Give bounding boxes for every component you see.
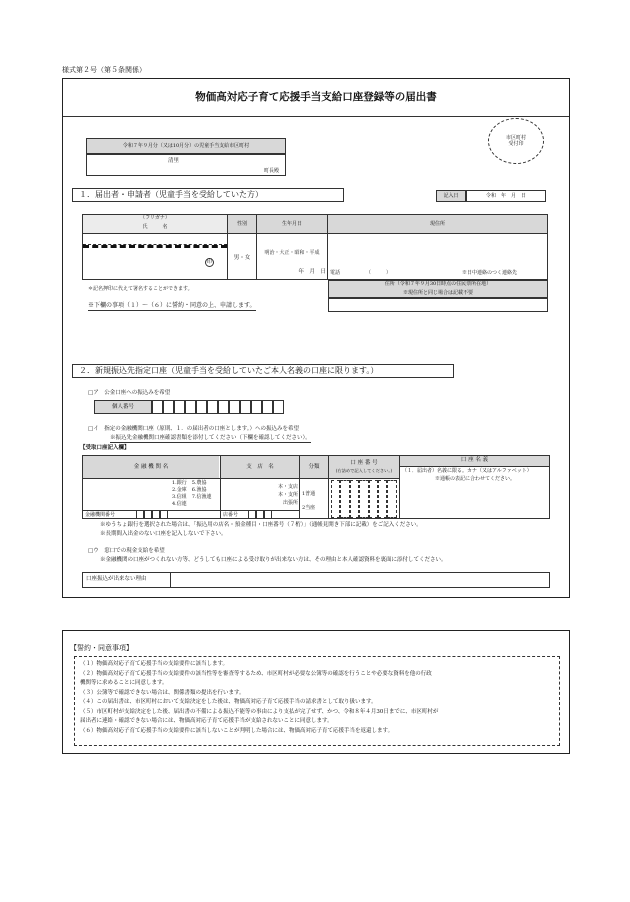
branch-type-row: 本・支店: [277, 484, 298, 490]
stamp-line1: 市区町村: [505, 135, 526, 141]
reason-label: 口座振込が出来ない理由: [86, 576, 147, 582]
furigana-label: （フリガナ）: [140, 215, 170, 221]
phone-label: 電話: [330, 270, 341, 276]
account-digit[interactable]: [350, 480, 359, 518]
branch-type-row: 出張所: [282, 500, 298, 506]
yucho-note: ※ゆうちょ銀行を選択された場合は、「振込用の店名・預金種目・口座番号（７桁）」（通帳見開き下部に記載）をご記入ください。: [100, 522, 422, 528]
reception-stamp: [488, 118, 544, 164]
addressee-header: 令和７年９月分（又は10月分）の児童手当支給市区町村: [86, 138, 286, 154]
mynumber-digit[interactable]: [174, 400, 185, 414]
option-u-note: ※金融機関の口座がつくれない方等、どうしても口座による受け取りが出来ない方は、その理由と本人確認資料を裏面に添付してください。: [100, 557, 447, 563]
account-digit[interactable]: [340, 480, 349, 518]
form-title: 物価高対応子育て応援手当支給口座登録等の届出書: [195, 91, 437, 103]
gender-select[interactable]: 男・女: [233, 255, 251, 261]
branch-type-options[interactable]: [272, 483, 298, 507]
birth-header: 生年月日: [281, 221, 302, 227]
address-header: 現住所: [429, 221, 445, 227]
branch-code-label: 店番号: [223, 512, 239, 518]
name-label: 氏 名: [142, 224, 168, 230]
account-table-label: 【受取口座記入欄】: [80, 445, 130, 451]
pledge-items: [80, 660, 560, 736]
option-i-checkbox[interactable]: □イ 指定の金融機関口座（原則、１．の届出者の口座とします。）への振込みを希望: [88, 426, 300, 432]
branch-code-digit[interactable]: [256, 510, 264, 519]
branch-code-digit[interactable]: [264, 510, 272, 519]
bank-code-digit[interactable]: [136, 510, 144, 519]
birth-date-field[interactable]: 年 月 日: [298, 269, 326, 275]
pledge-line: ※下欄の事項（１）～（６）に誓約・同意の上、申請します。: [88, 302, 256, 311]
addressee-suffix: 町長殿: [264, 168, 280, 174]
option-a-checkbox[interactable]: □ア 公金口座への振込みを希望: [88, 390, 171, 396]
pledge-item: （２）物価高対応子育て応援手当の支給要件の該当性等を審査等するため、市区町村が必要な公簿等の確認を行うことや必要な資料を他の行政: [80, 670, 432, 677]
mynumber-label: 個人番号: [94, 400, 152, 414]
birth-era-select[interactable]: 明治・大正・昭和・平成: [264, 250, 320, 256]
bank-header: 金 融 機 関 名: [133, 464, 169, 470]
mynumber-digit[interactable]: [262, 400, 273, 414]
account-digit[interactable]: [387, 480, 396, 518]
branch-name-input[interactable]: [222, 481, 270, 507]
account-digit[interactable]: [378, 480, 387, 518]
holder-header: 口 座 名 義: [460, 457, 489, 463]
section1-heading: １．届出者・申請者（児童手当を受給していた方）: [72, 188, 344, 202]
mynumber-digit[interactable]: [196, 400, 207, 414]
prev-address-note: ※現住所と同じ場合は記載不要: [402, 290, 473, 296]
option-u-checkbox[interactable]: □ウ 窓口での現金支給を希望: [88, 548, 165, 554]
branch-header: 支 店 名: [246, 464, 274, 470]
mynumber-digit[interactable]: [207, 400, 218, 414]
account-type-options[interactable]: [302, 487, 315, 515]
prev-address-label: 住所（令和７年９月30日時点の住民票所在地）: [384, 281, 492, 287]
account-type-row: 2当座: [302, 505, 316, 511]
bank-name-input[interactable]: [84, 481, 168, 507]
section2-heading: ２．新規振込先指定口座（児童手当を受給していたご本人名義の口座に限ります。）: [72, 364, 454, 378]
bank-code-digit[interactable]: [144, 510, 152, 519]
sign-note: ＊記名押印に代えて署名することができます。: [88, 286, 193, 292]
account-type-row: 1普通: [302, 491, 316, 497]
longterm-note: ※長期間入出金のない口座を記入しないで下さい。: [100, 531, 227, 537]
account-subheader: (右詰めで記入してください。): [335, 468, 393, 474]
furigana-input[interactable]: [84, 235, 226, 243]
account-header: 口 座 番 号: [350, 460, 378, 466]
bank-type-row: 1.銀行 5.農協: [172, 480, 207, 486]
address-input[interactable]: [330, 236, 546, 266]
bank-type-options[interactable]: [172, 480, 212, 508]
stamp-line2: 受付印: [508, 141, 524, 147]
bank-type-row: 2.金庫 6.漁協: [172, 487, 207, 493]
pledge-item: （１）物価高対応子育て応援手当の支給要件に該当します。: [80, 661, 229, 667]
pledge-item: （６）物価高対応子育て応援手当の支給要件に該当しないことが判明した場合には、物価高対応子育て応援手当を返還します。: [80, 727, 394, 734]
mynumber-digit[interactable]: [185, 400, 196, 414]
type-header: 分類: [308, 464, 320, 470]
phone-input[interactable]: （ ）: [366, 270, 392, 276]
phone-note: ※日中連絡のつく連絡先: [462, 270, 518, 276]
account-digit[interactable]: [369, 480, 378, 518]
pledge-item: （４）この届出書は、市区町村において支給決定をした後は、物価高対応子育て応援手当の請求書として取り扱います。: [80, 699, 377, 705]
option-i-note: ※振込先金融機関口座確認書類を添付してください（下欄を確認してください）。: [110, 435, 311, 441]
mynumber-digit[interactable]: [240, 400, 251, 414]
account-digit[interactable]: [331, 480, 340, 518]
pledge-item: （３）公簿等で確認できない場合は、関係書類の提出を行います。: [80, 689, 245, 696]
name-input[interactable]: [84, 246, 204, 278]
mynumber-digit[interactable]: [152, 400, 163, 414]
pledge-item: 届出者に連絡・確認できない場合には、物価高対応子育て応援手当が支給されないことに同意します。: [80, 718, 333, 724]
bank-code-digit[interactable]: [152, 510, 160, 519]
mynumber-digit[interactable]: [229, 400, 240, 414]
bank-type-row: 4.信連: [172, 501, 187, 507]
mynumber-digit[interactable]: [273, 400, 284, 414]
pledge-item: 機関等に求めることに同意します。: [80, 680, 168, 686]
account-digit[interactable]: [359, 480, 368, 518]
date-label: 記入日: [436, 190, 466, 202]
mynumber-digit[interactable]: [163, 400, 174, 414]
branch-type-row: 本・支所: [277, 492, 298, 498]
reason-input[interactable]: [172, 574, 548, 586]
holder-input[interactable]: [402, 487, 548, 517]
addressee-name: 清里: [168, 158, 180, 164]
pledge-heading: 【誓約・同意事項】: [70, 644, 133, 652]
gender-header: 性別: [236, 221, 247, 227]
prev-address-input[interactable]: [328, 298, 548, 312]
bank-type-row: 3.信組 7.信漁連: [172, 494, 212, 500]
pledge-item: （５）市区町村が支給決定をした後、届出書の不備による振込不能等の事由により支払が完了せず、かつ、令和８年４月30日までに、市区町村が: [80, 708, 439, 715]
mynumber-digit[interactable]: [218, 400, 229, 414]
holder-note1: （１．届出者）名義に限る。カナ（又はアルファベット）: [402, 468, 532, 474]
branch-code-digit[interactable]: [248, 510, 256, 519]
form-number: 様式第２号（第５条関係）: [62, 66, 146, 74]
bank-code-label: 金融機関番号: [85, 512, 116, 518]
seal-mark: 印: [206, 259, 213, 266]
date-field[interactable]: 令和 年 月 日: [466, 190, 546, 202]
holder-note2: ※通帳の表記に合わせてください。: [434, 476, 515, 482]
mynumber-digit[interactable]: [251, 400, 262, 414]
bank-code-digit[interactable]: [160, 510, 168, 519]
addressee-box: [86, 154, 286, 176]
